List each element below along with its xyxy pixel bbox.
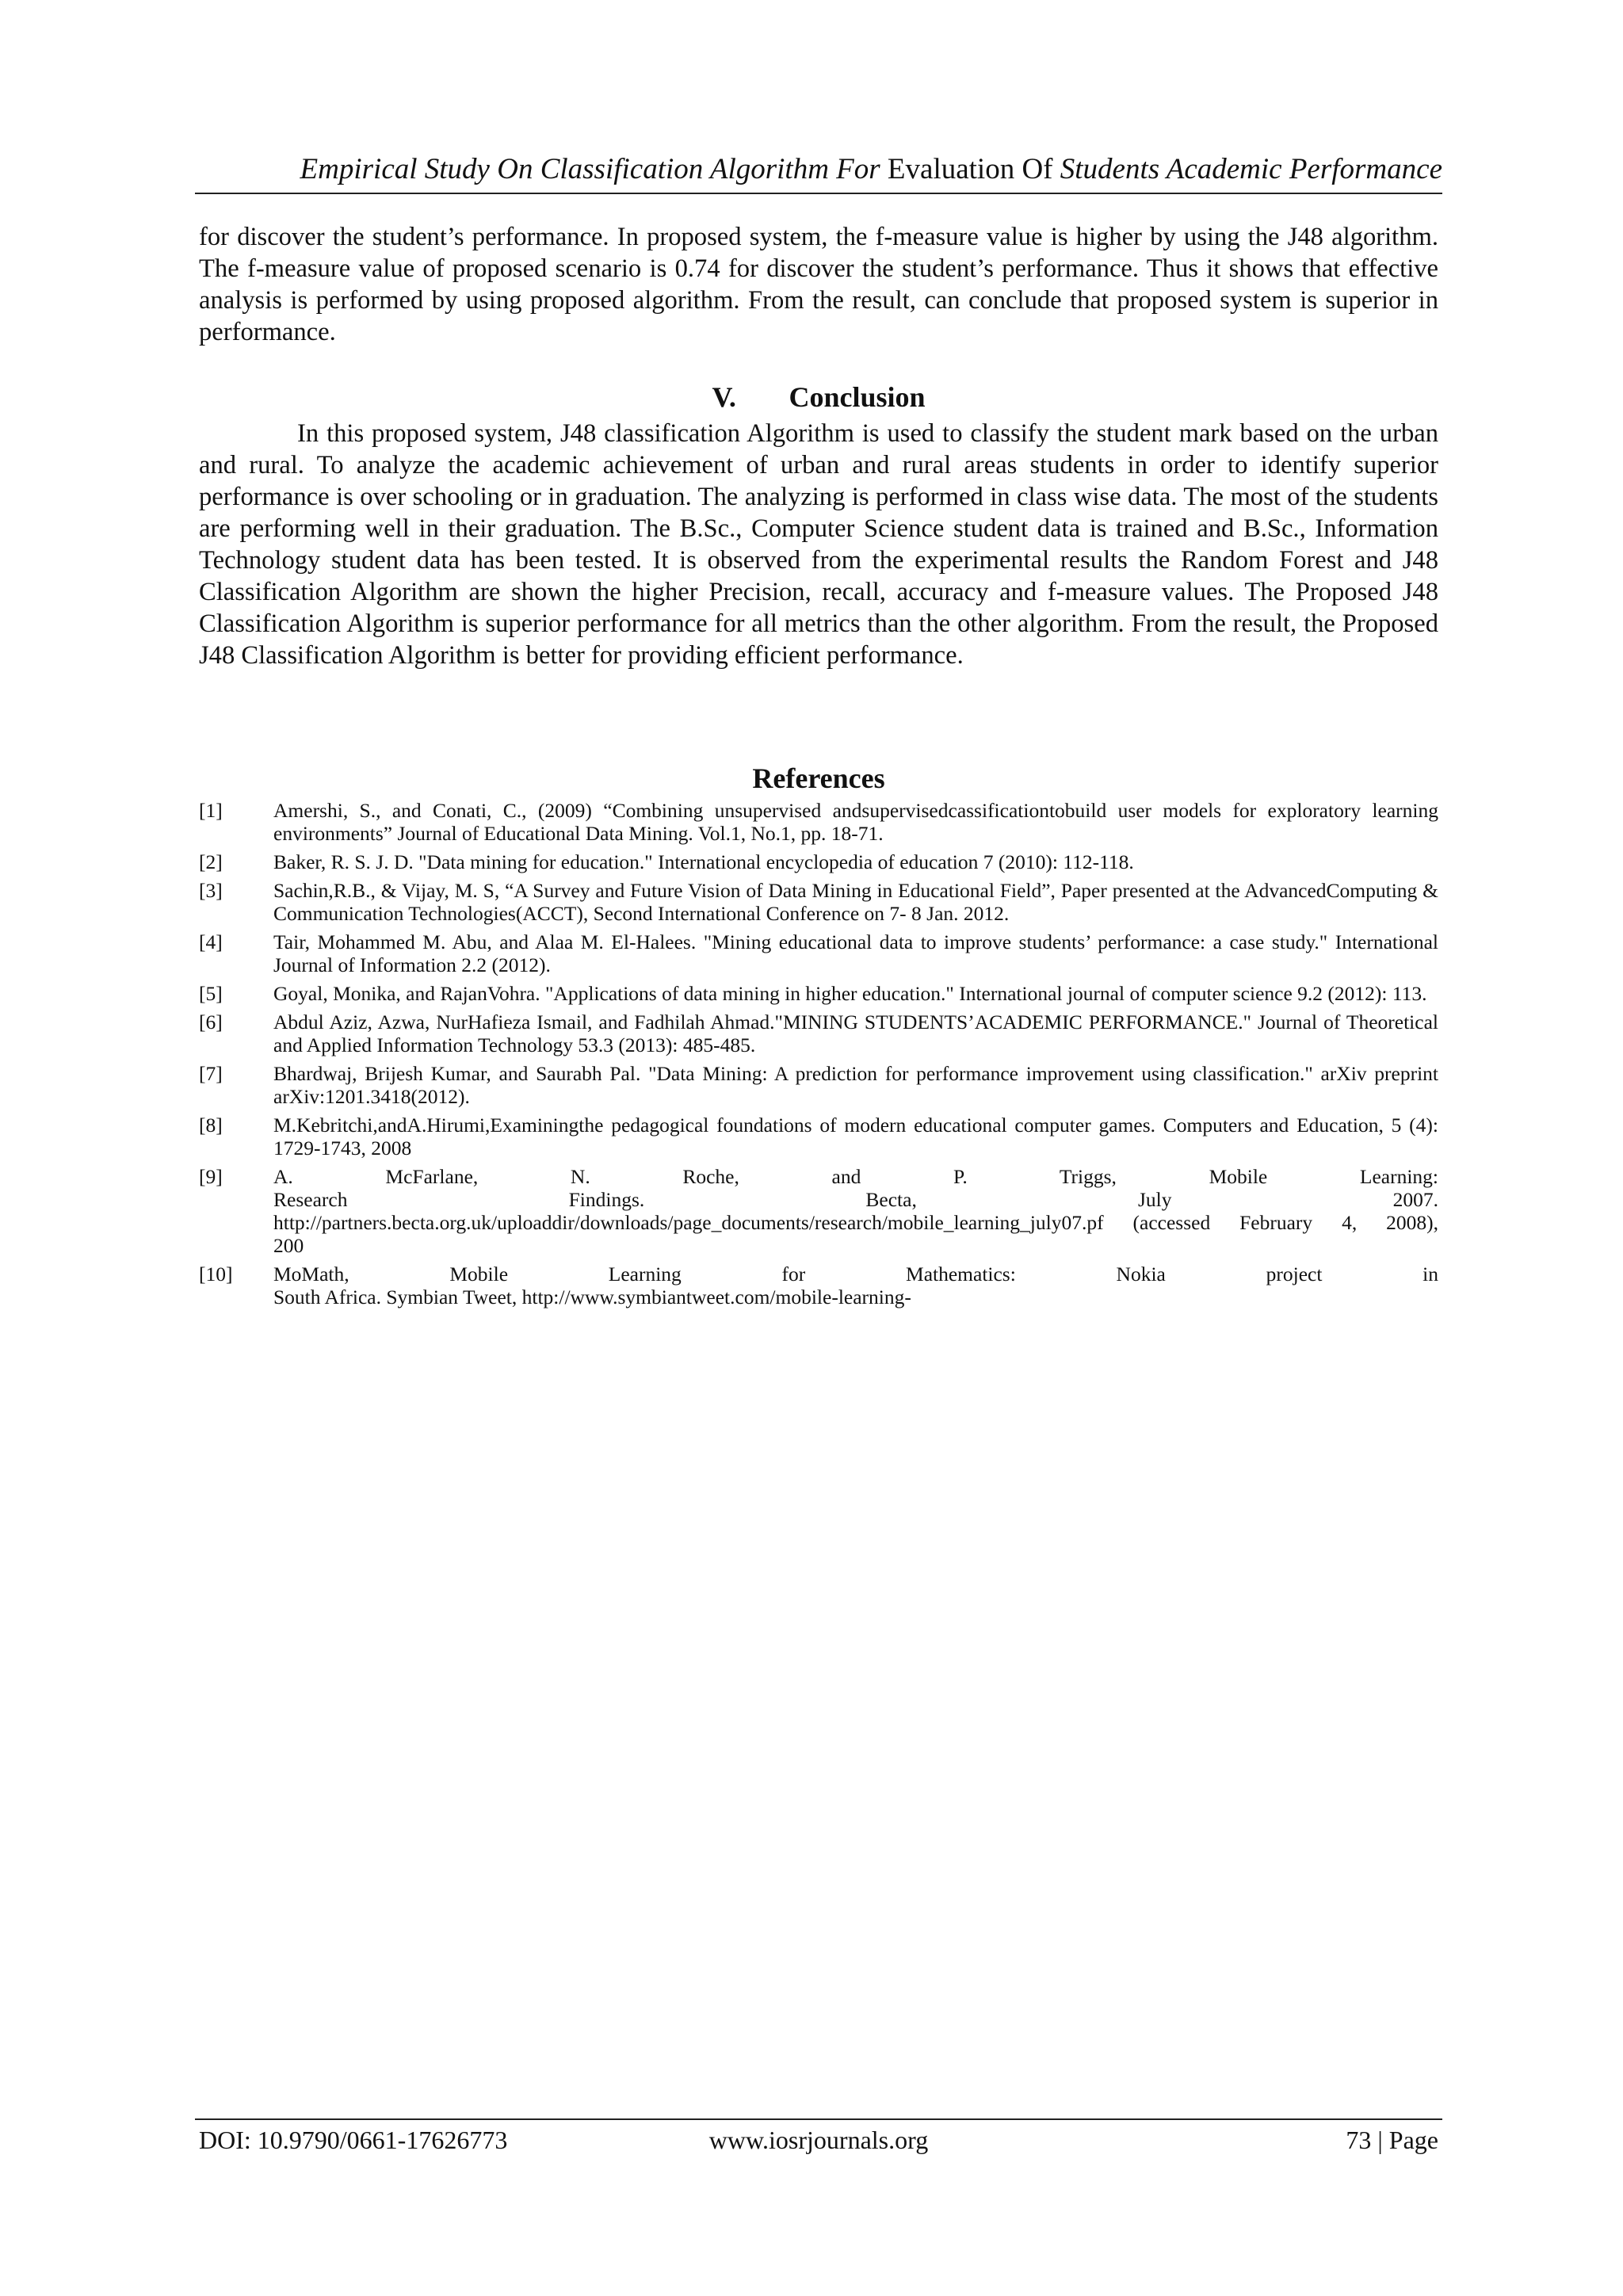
reference-item bbox=[199, 1263, 1438, 1308]
reference-item bbox=[199, 850, 1438, 873]
reference-text bbox=[273, 1165, 1438, 1257]
reference-text bbox=[273, 1263, 1438, 1308]
section-title: Conclusion bbox=[789, 381, 926, 413]
reference-item bbox=[199, 1165, 1438, 1257]
reference-line: Research Findings. Becta, July 2007. bbox=[273, 1188, 1438, 1211]
reference-item bbox=[199, 1114, 1438, 1159]
reference-text: Goyal, Monika, and RajanVohra. "Applications of data mining in higher education." International journal of computer science 9.2 (2012): 113. bbox=[273, 982, 1427, 1005]
reference-line: 200 bbox=[273, 1234, 304, 1257]
reference-text: Sachin,R.B., & Vijay, M. S, “A Survey and Future Vision of Data Mining in Educational Field”, Paper presented at the AdvancedComputing & Communication Technologies(ACCT), Second International Conference on 7- 8 Jan. 2012. bbox=[273, 879, 1438, 925]
footer-website: www.iosrjournals.org bbox=[708, 2126, 929, 2154]
reference-item bbox=[199, 982, 1438, 1005]
reference-text: Bhardwaj, Brijesh Kumar, and Saurabh Pal. "Data Mining: A prediction for performance improvement using classification." arXiv preprint arXiv:1201.3418(2012). bbox=[273, 1062, 1438, 1108]
reference-number: [3] bbox=[199, 879, 223, 902]
reference-number: [8] bbox=[199, 1114, 223, 1137]
header-rule bbox=[195, 193, 1442, 194]
reference-text: Abdul Aziz, Azwa, NurHafieza Ismail, and Fadhilah Ahmad."MINING STUDENTS’ACADEMIC PERFORMANCE." Journal of Theoretical and Applied Information Technology 53.3 (2013): 485-485. bbox=[273, 1010, 1438, 1056]
intro-paragraph: for discover the student’s performance. In proposed system, the f-measure value is higher by using the J48 algorithm. The f-measure value of proposed scenario is 0.74 for discover the student’s performance. Thus it shows that effective analysis is performed by using proposed algorithm. From the result, can conclude that proposed system is superior in performance. bbox=[199, 223, 1438, 346]
header-title-highlight: Evaluation Of bbox=[887, 153, 1053, 185]
reference-text: M.Kebritchi,andA.Hirumi,Examiningthe pedagogical foundations of modern educational computer games. Computers and Education, 5 (4): 1729-1743, 2008 bbox=[273, 1114, 1438, 1159]
reference-number: [10] bbox=[199, 1263, 233, 1286]
reference-number: [7] bbox=[199, 1062, 223, 1085]
reference-item bbox=[199, 879, 1438, 925]
reference-number: [9] bbox=[199, 1165, 223, 1188]
reference-line: MoMath, Mobile Learning for Mathematics: Nokia project in bbox=[273, 1263, 1438, 1286]
reference-url-line: South Africa. Symbian Tweet, http://www.symbiantweet.com/mobile-learning- bbox=[273, 1286, 911, 1308]
section-number: V. bbox=[712, 381, 736, 413]
reference-number: [6] bbox=[199, 1010, 223, 1033]
footer-doi: DOI: 10.9790/0661-17626773 bbox=[199, 2126, 508, 2154]
reference-item bbox=[199, 930, 1438, 976]
header-title-part1: Empirical Study On Classification Algorithm For bbox=[300, 153, 888, 185]
reference-line: A. McFarlane, N. Roche, and P. Triggs, Mobile Learning: bbox=[273, 1165, 1438, 1188]
reference-item bbox=[199, 1010, 1438, 1056]
reference-item bbox=[199, 799, 1438, 845]
reference-number: [1] bbox=[199, 799, 223, 822]
footer-page-number: 73 | Page bbox=[1346, 2126, 1438, 2154]
conclusion-heading bbox=[199, 380, 1438, 415]
header-title-part2: Students Academic Performance bbox=[1052, 153, 1442, 185]
reference-text: Baker, R. S. J. D. "Data mining for education." International encyclopedia of education 7 (2010): 112-118. bbox=[273, 850, 1134, 873]
reference-text: Amershi, S., and Conati, C., (2009) “Combining unsupervised andsupervisedcassificationtobuild user models for exploratory learning environments” Journal of Educational Data Mining. Vol.1, No.1, pp. 18-71. bbox=[273, 799, 1438, 845]
reference-text: Tair, Mohammed M. Abu, and Alaa M. El-Halees. "Mining educational data to improve students’ performance: a case study." International Journal of Information 2.2 (2012). bbox=[273, 930, 1438, 976]
reference-item bbox=[199, 1062, 1438, 1108]
footer-rule bbox=[195, 2118, 1442, 2120]
running-header bbox=[195, 152, 1442, 187]
reference-number: [2] bbox=[199, 850, 223, 873]
conclusion-paragraph: In this proposed system, J48 classification Algorithm is used to classify the student mark based on the urban and rural. To analyze the academic achievement of urban and rural areas students in order to identify superior performance is over schooling or in graduation. The analyzing is performed in class wise data. The most of the students are performing well in their graduation. The B.Sc., Computer Science student data is trained and B.Sc., Information Technology student data has been tested. It is observed from the experimental results the Random Forest and J48 Classification Algorithm are shown the higher Precision, recall, accuracy and f-measure values. The Proposed J48 Classification Algorithm is superior performance for all metrics than the other algorithm. From the result, the Proposed J48 Classification Algorithm is better for providing efficient performance. bbox=[199, 419, 1438, 670]
reference-url-line: http://partners.becta.org.uk/uploaddir/downloads/page_documents/research/mobile_learning_july07.pf (accessed February 4, 2008), bbox=[273, 1211, 1438, 1234]
reference-number: [4] bbox=[199, 930, 223, 953]
references-heading: References bbox=[752, 762, 885, 794]
reference-number: [5] bbox=[199, 982, 223, 1005]
reference-list bbox=[199, 799, 1438, 1314]
